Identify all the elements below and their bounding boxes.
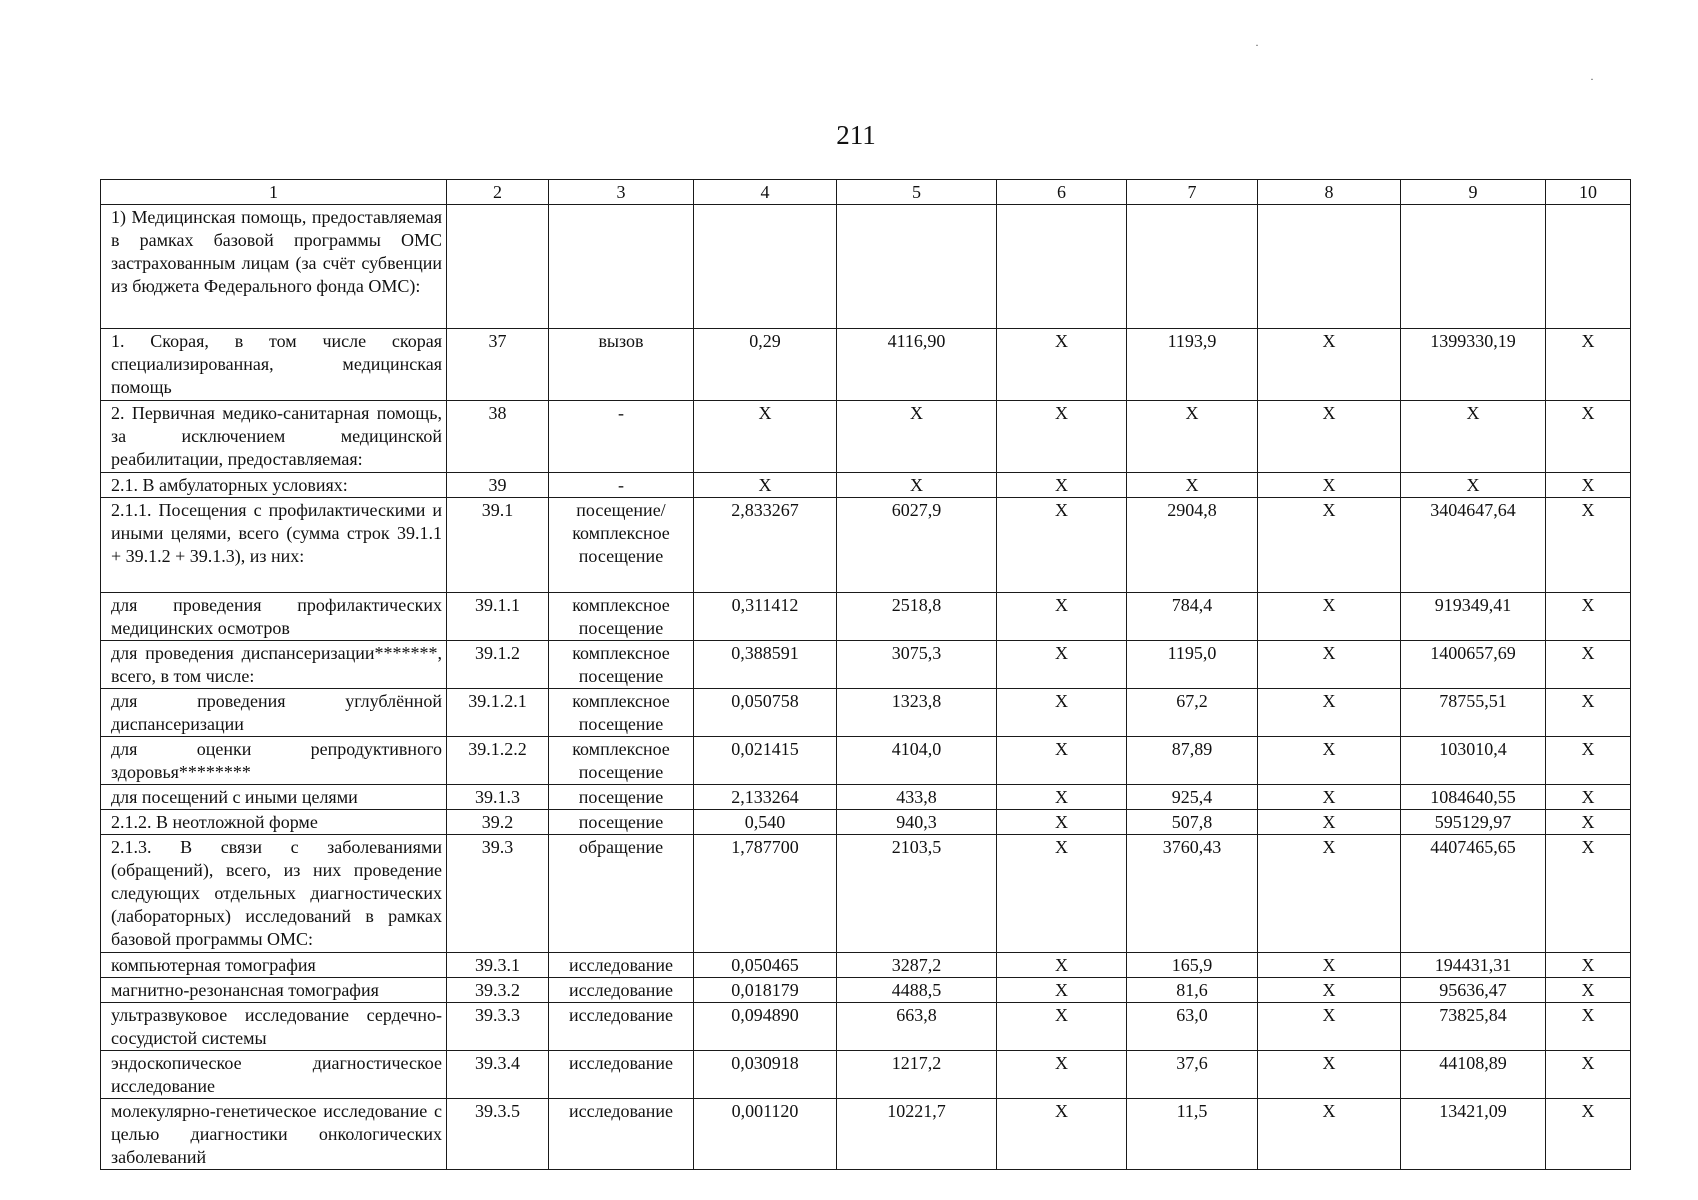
cell-col9: 103010,4: [1401, 737, 1546, 785]
cell-cost: 433,8: [837, 785, 997, 810]
cell-col10: Х: [1546, 953, 1631, 978]
cell-col6: Х: [997, 593, 1127, 641]
cell-name: 1) Медицинская помощь, предоставляемая в рамках базовой программы ОМС застрахованным лицам (за счёт субвенции из бюджета Федерального фонда ОМС):: [101, 205, 447, 329]
table-row: [101, 593, 1631, 641]
cell-name: 2. Первичная медико-санитарная помощь, за исключением медицинской реабилитации, предоставляемая:: [101, 401, 447, 473]
cell-col7: 11,5: [1127, 1099, 1258, 1170]
cell-col6: Х: [997, 329, 1127, 401]
cell-cost: 1217,2: [837, 1051, 997, 1099]
cell-norm: Х: [694, 473, 837, 498]
table-row: [101, 978, 1631, 1003]
cell-cost: [837, 205, 997, 329]
cell-col6: Х: [997, 641, 1127, 689]
cell-col7: 87,89: [1127, 737, 1258, 785]
cell-cost: 6027,9: [837, 498, 997, 593]
cell-norm: 2,133264: [694, 785, 837, 810]
cell-col10: Х: [1546, 1099, 1631, 1170]
cell-col8: Х: [1258, 1099, 1401, 1170]
header-cell: 4: [694, 180, 837, 205]
table-row: [101, 205, 1631, 329]
scan-speck: ·: [1590, 72, 1594, 86]
cell-name: молекулярно-генетическое исследование с целью диагностики онкологических заболеваний: [101, 1099, 447, 1170]
table-row: [101, 737, 1631, 785]
cell-col6: Х: [997, 689, 1127, 737]
cell-col9: 194431,31: [1401, 953, 1546, 978]
cell-unit: комплексное посещение: [549, 689, 694, 737]
cell-col10: Х: [1546, 785, 1631, 810]
cell-col10: Х: [1546, 1003, 1631, 1051]
cell-col10: Х: [1546, 641, 1631, 689]
cell-col9: 3404647,64: [1401, 498, 1546, 593]
header-cell: 3: [549, 180, 694, 205]
cell-col8: Х: [1258, 1003, 1401, 1051]
cell-code: 39.1.2.1: [447, 689, 549, 737]
cell-col9: 595129,97: [1401, 810, 1546, 835]
cell-col10: Х: [1546, 689, 1631, 737]
cell-col7: 925,4: [1127, 785, 1258, 810]
cell-col8: Х: [1258, 835, 1401, 953]
cell-cost: 4116,90: [837, 329, 997, 401]
cell-norm: 0,050465: [694, 953, 837, 978]
cell-col7: 507,8: [1127, 810, 1258, 835]
cell-col7: 2904,8: [1127, 498, 1258, 593]
cell-unit: посещение: [549, 810, 694, 835]
cell-col9: 95636,47: [1401, 978, 1546, 1003]
cell-unit: посещение: [549, 785, 694, 810]
cell-col6: Х: [997, 1099, 1127, 1170]
cell-cost: Х: [837, 401, 997, 473]
cell-name: 2.1.2. В неотложной форме: [101, 810, 447, 835]
cell-norm: 0,030918: [694, 1051, 837, 1099]
cell-col8: Х: [1258, 810, 1401, 835]
cell-col10: Х: [1546, 401, 1631, 473]
cell-cost: 4104,0: [837, 737, 997, 785]
cell-col8: Х: [1258, 785, 1401, 810]
cell-col7: 37,6: [1127, 1051, 1258, 1099]
cell-norm: Х: [694, 401, 837, 473]
header-row: [101, 180, 1631, 205]
cell-col8: Х: [1258, 593, 1401, 641]
cell-col10: Х: [1546, 810, 1631, 835]
cell-col6: Х: [997, 1003, 1127, 1051]
cell-code: 39.3.4: [447, 1051, 549, 1099]
cell-col6: Х: [997, 737, 1127, 785]
cell-code: 39.2: [447, 810, 549, 835]
cell-name: для посещений с иными целями: [101, 785, 447, 810]
cell-name: эндоскопическое диагностическое исследование: [101, 1051, 447, 1099]
cell-cost: 940,3: [837, 810, 997, 835]
cell-code: 38: [447, 401, 549, 473]
cell-col7: [1127, 205, 1258, 329]
header-cell: 6: [997, 180, 1127, 205]
cell-unit: вызов: [549, 329, 694, 401]
cell-name: 2.1.1. Посещения с профилактическими и иными целями, всего (сумма строк 39.1.1 + 39.1.2 + 39.1.3), из них:: [101, 498, 447, 593]
cell-cost: 4488,5: [837, 978, 997, 1003]
cell-code: 39: [447, 473, 549, 498]
cell-norm: 0,021415: [694, 737, 837, 785]
cell-col6: Х: [997, 1051, 1127, 1099]
table-row: [101, 810, 1631, 835]
cell-name: ультразвуковое исследование сердечно-сосудистой системы: [101, 1003, 447, 1051]
cell-col8: [1258, 205, 1401, 329]
header-cell: 5: [837, 180, 997, 205]
cell-norm: 0,540: [694, 810, 837, 835]
cell-col6: Х: [997, 810, 1127, 835]
cell-unit: исследование: [549, 1099, 694, 1170]
cell-col6: Х: [997, 473, 1127, 498]
cell-norm: 2,833267: [694, 498, 837, 593]
cell-code: 39.3.1: [447, 953, 549, 978]
cell-col9: 44108,89: [1401, 1051, 1546, 1099]
cell-name: 2.1. В амбулаторных условиях:: [101, 473, 447, 498]
cell-cost: 3075,3: [837, 641, 997, 689]
table-row: [101, 473, 1631, 498]
table-row: [101, 785, 1631, 810]
table-row: [101, 953, 1631, 978]
cell-col10: Х: [1546, 835, 1631, 953]
scan-speck: ·: [1255, 38, 1259, 52]
cell-code: 39.3: [447, 835, 549, 953]
cell-col9: 4407465,65: [1401, 835, 1546, 953]
cell-col6: Х: [997, 498, 1127, 593]
page-number: 211: [836, 120, 876, 150]
cell-norm: 0,388591: [694, 641, 837, 689]
cell-norm: 1,787700: [694, 835, 837, 953]
cell-name: для проведения профилактических медицинских осмотров: [101, 593, 447, 641]
cell-unit: комплексное посещение: [549, 593, 694, 641]
cell-norm: 0,311412: [694, 593, 837, 641]
cell-name: магнитно-резонансная томография: [101, 978, 447, 1003]
cell-cost: 2103,5: [837, 835, 997, 953]
header-cell: 9: [1401, 180, 1546, 205]
cell-col9: 1084640,55: [1401, 785, 1546, 810]
header-cell: 8: [1258, 180, 1401, 205]
table-row: [101, 1099, 1631, 1170]
cell-norm: [694, 205, 837, 329]
cell-col10: [1546, 205, 1631, 329]
cell-col9: 73825,84: [1401, 1003, 1546, 1051]
cell-norm: 0,29: [694, 329, 837, 401]
cell-col10: Х: [1546, 1051, 1631, 1099]
header-cell: 1: [101, 180, 447, 205]
cell-col9: 919349,41: [1401, 593, 1546, 641]
cell-col8: Х: [1258, 689, 1401, 737]
cell-code: [447, 205, 549, 329]
cell-name: 2.1.3. В связи с заболеваниями (обращений), всего, из них проведение следующих отдельных диагностических (лабораторных) исследований в рамках базовой программы ОМС:: [101, 835, 447, 953]
cell-col7: Х: [1127, 473, 1258, 498]
cell-col7: 1193,9: [1127, 329, 1258, 401]
cell-code: 39.1.1: [447, 593, 549, 641]
cell-code: 37: [447, 329, 549, 401]
cell-col8: Х: [1258, 329, 1401, 401]
table-row: [101, 1003, 1631, 1051]
cell-col7: 81,6: [1127, 978, 1258, 1003]
cell-name: компьютерная томография: [101, 953, 447, 978]
cell-col9: 1400657,69: [1401, 641, 1546, 689]
cell-col9: [1401, 205, 1546, 329]
header-cell: 2: [447, 180, 549, 205]
cell-unit: комплексное посещение: [549, 641, 694, 689]
cell-unit: обращение: [549, 835, 694, 953]
table-row: [101, 689, 1631, 737]
cell-norm: 0,018179: [694, 978, 837, 1003]
cell-code: 39.3.3: [447, 1003, 549, 1051]
cell-col7: 165,9: [1127, 953, 1258, 978]
cell-col8: Х: [1258, 1051, 1401, 1099]
cell-col10: Х: [1546, 329, 1631, 401]
cell-unit: -: [549, 473, 694, 498]
cell-col10: Х: [1546, 737, 1631, 785]
cell-unit: [549, 205, 694, 329]
table-row: [101, 641, 1631, 689]
cell-col6: Х: [997, 835, 1127, 953]
cell-col8: Х: [1258, 498, 1401, 593]
cell-code: 39.1.2: [447, 641, 549, 689]
cell-code: 39.3.5: [447, 1099, 549, 1170]
cell-unit: посещение/ комплексное посещение: [549, 498, 694, 593]
cell-col6: Х: [997, 785, 1127, 810]
cell-col7: 1195,0: [1127, 641, 1258, 689]
cell-name: для проведения углублённой диспансеризации: [101, 689, 447, 737]
cell-cost: 10221,7: [837, 1099, 997, 1170]
cell-col9: 78755,51: [1401, 689, 1546, 737]
cell-col9: Х: [1401, 401, 1546, 473]
cell-col9: 13421,09: [1401, 1099, 1546, 1170]
table-row: [101, 498, 1631, 593]
cell-col8: Х: [1258, 641, 1401, 689]
cell-col10: Х: [1546, 978, 1631, 1003]
cell-col10: Х: [1546, 498, 1631, 593]
cell-unit: комплексное посещение: [549, 737, 694, 785]
cell-col8: Х: [1258, 978, 1401, 1003]
cell-code: 39.1: [447, 498, 549, 593]
cell-code: 39.3.2: [447, 978, 549, 1003]
cell-col7: 3760,43: [1127, 835, 1258, 953]
cell-cost: 1323,8: [837, 689, 997, 737]
cell-col10: Х: [1546, 473, 1631, 498]
cell-unit: исследование: [549, 1051, 694, 1099]
table-row: [101, 1051, 1631, 1099]
header-cell: 10: [1546, 180, 1631, 205]
tariff-table: [100, 179, 1631, 1170]
cell-col10: Х: [1546, 593, 1631, 641]
table-row: [101, 401, 1631, 473]
cell-col7: 63,0: [1127, 1003, 1258, 1051]
cell-col7: Х: [1127, 401, 1258, 473]
cell-name: 1. Скорая, в том числе скорая специализированная, медицинская помощь: [101, 329, 447, 401]
cell-norm: 0,050758: [694, 689, 837, 737]
cell-col6: Х: [997, 953, 1127, 978]
cell-col7: 67,2: [1127, 689, 1258, 737]
cell-col8: Х: [1258, 737, 1401, 785]
cell-col6: Х: [997, 401, 1127, 473]
cell-cost: 663,8: [837, 1003, 997, 1051]
cell-unit: -: [549, 401, 694, 473]
cell-norm: 0,001120: [694, 1099, 837, 1170]
cell-col8: Х: [1258, 401, 1401, 473]
cell-unit: исследование: [549, 978, 694, 1003]
cell-unit: исследование: [549, 1003, 694, 1051]
cell-col8: Х: [1258, 953, 1401, 978]
cell-name: для проведения диспансеризации*******, всего, в том числе:: [101, 641, 447, 689]
cell-norm: 0,094890: [694, 1003, 837, 1051]
cell-name: для оценки репродуктивного здоровья********: [101, 737, 447, 785]
cell-code: 39.1.2.2: [447, 737, 549, 785]
header-cell: 7: [1127, 180, 1258, 205]
cell-unit: исследование: [549, 953, 694, 978]
cell-cost: 3287,2: [837, 953, 997, 978]
cell-col8: Х: [1258, 473, 1401, 498]
cell-col6: Х: [997, 978, 1127, 1003]
table-row: [101, 329, 1631, 401]
cell-col9: 1399330,19: [1401, 329, 1546, 401]
cell-cost: 2518,8: [837, 593, 997, 641]
cell-col6: [997, 205, 1127, 329]
cell-code: 39.1.3: [447, 785, 549, 810]
cell-col9: Х: [1401, 473, 1546, 498]
cell-cost: Х: [837, 473, 997, 498]
table-row: [101, 835, 1631, 953]
cell-col7: 784,4: [1127, 593, 1258, 641]
